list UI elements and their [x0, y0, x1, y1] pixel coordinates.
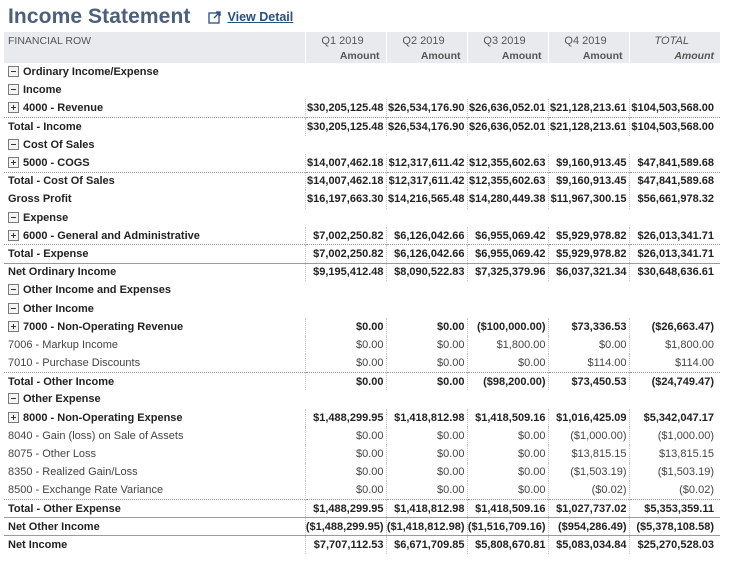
export-icon [208, 10, 222, 24]
column-period: TOTAL [654, 35, 689, 47]
value-cell: $21,128,213.61 [548, 118, 629, 136]
value-cell: $26,636,052.01 [467, 118, 548, 136]
row-label: Net Ordinary Income [8, 266, 117, 279]
value-cell: $5,929,978.82 [548, 245, 629, 263]
row-label: Gross Profit [8, 193, 72, 206]
row-label: Other Income and Expenses [23, 284, 171, 297]
column-period: Q1 2019 [321, 35, 364, 47]
expand-icon[interactable] [8, 412, 19, 423]
table-row [4, 209, 720, 227]
value-cell: $9,195,412.48 [305, 263, 386, 281]
value-cell [305, 281, 386, 299]
value-cell [629, 136, 720, 154]
value-cell: $7,002,250.82 [305, 245, 386, 263]
value-cell: $0.00 [305, 372, 386, 390]
column-period: Q3 2019 [483, 35, 526, 47]
value-cell: $12,355,602.63 [467, 172, 548, 190]
value-cell: $26,636,052.01 [467, 99, 548, 117]
row-label-cell [4, 136, 305, 154]
value-cell: $14,007,462.18 [305, 172, 386, 190]
row-label-cell [4, 372, 305, 390]
column-sub: Amount [582, 50, 623, 62]
income-statement-table [4, 32, 720, 554]
table-row [4, 63, 720, 81]
value-cell [467, 299, 548, 317]
row-label-cell [4, 390, 305, 408]
value-cell: ($1,000.00) [548, 427, 629, 445]
value-cell: ($0.02) [629, 481, 720, 499]
value-cell: $5,808,670.81 [467, 536, 548, 554]
value-cell: $9,160,913.45 [548, 154, 629, 172]
value-cell: $73,450.53 [548, 372, 629, 390]
value-cell [629, 281, 720, 299]
view-detail-label[interactable]: View Detail [227, 10, 294, 24]
value-cell: $114.00 [629, 354, 720, 372]
value-cell: $0.00 [305, 427, 386, 445]
value-cell: ($1,503.19) [629, 463, 720, 481]
row-label[interactable]: 4000 - Revenue [23, 102, 104, 115]
value-cell [305, 299, 386, 317]
column-period: Q2 2019 [402, 35, 445, 47]
row-label-cell [4, 299, 305, 317]
value-cell [305, 209, 386, 227]
value-cell [548, 209, 629, 227]
value-cell [629, 209, 720, 227]
table-row [4, 463, 720, 481]
value-cell: $26,534,176.90 [386, 118, 467, 136]
table-row [4, 536, 720, 554]
table-row [4, 154, 720, 172]
value-cell [548, 281, 629, 299]
value-cell: $73,336.53 [548, 318, 629, 336]
value-cell: $0.00 [467, 481, 548, 499]
value-cell: $0.00 [548, 336, 629, 354]
value-cell: $6,126,042.66 [386, 245, 467, 263]
column-header-q3[interactable] [467, 32, 548, 63]
value-cell: $30,205,125.48 [305, 99, 386, 117]
value-cell: $0.00 [386, 445, 467, 463]
table-row [4, 481, 720, 499]
value-cell: $16,197,663.30 [305, 190, 386, 208]
table-row [4, 318, 720, 336]
row-label: 8500 - Exchange Rate Variance [8, 484, 164, 497]
collapse-icon[interactable] [8, 84, 19, 95]
table-row [4, 500, 720, 518]
value-cell [467, 81, 548, 99]
value-cell: $7,002,250.82 [305, 227, 386, 245]
row-label-cell [4, 63, 305, 81]
row-label-cell [4, 154, 305, 172]
value-cell: ($0.02) [548, 481, 629, 499]
row-label-cell [4, 409, 305, 427]
page-header [8, 2, 293, 32]
value-cell: $0.00 [305, 481, 386, 499]
column-sub: Amount [339, 50, 380, 62]
value-cell: $0.00 [386, 318, 467, 336]
value-cell: $0.00 [467, 463, 548, 481]
row-label-cell [4, 281, 305, 299]
table-row [4, 136, 720, 154]
value-cell: $0.00 [386, 427, 467, 445]
value-cell: $13,815.15 [548, 445, 629, 463]
row-label-cell [4, 209, 305, 227]
row-label-cell [4, 190, 305, 208]
value-cell [305, 136, 386, 154]
column-header-q1[interactable] [305, 32, 386, 63]
table-header-row [4, 32, 720, 63]
row-label-cell [4, 481, 305, 499]
value-cell: $1,800.00 [467, 336, 548, 354]
value-cell: $12,317,611.42 [386, 172, 467, 190]
column-header-financial-row: FINANCIAL ROW [4, 32, 305, 63]
value-cell: $25,270,528.03 [629, 536, 720, 554]
value-cell: $47,841,589.68 [629, 154, 720, 172]
value-cell: $0.00 [305, 318, 386, 336]
table-row [4, 299, 720, 317]
row-label: Total - Cost Of Sales [8, 175, 115, 188]
table-row [4, 172, 720, 190]
row-label: Net Income [8, 539, 68, 552]
collapse-icon[interactable] [8, 393, 19, 404]
table-row [4, 245, 720, 263]
value-cell: $0.00 [467, 354, 548, 372]
row-label: 8350 - Realized Gain/Loss [8, 466, 138, 479]
value-cell [629, 81, 720, 99]
row-label-cell [4, 172, 305, 190]
value-cell [467, 209, 548, 227]
value-cell [548, 136, 629, 154]
value-cell [386, 281, 467, 299]
value-cell: $12,355,602.63 [467, 154, 548, 172]
table-row [4, 99, 720, 117]
column-sub: Amount [420, 50, 461, 62]
value-cell: $5,342,047.17 [629, 409, 720, 427]
value-cell: $14,280,449.38 [467, 190, 548, 208]
value-cell [386, 63, 467, 81]
row-label: Income [23, 84, 62, 97]
value-cell [467, 281, 548, 299]
value-cell: $30,648,636.61 [629, 263, 720, 281]
value-cell [548, 390, 629, 408]
row-label: 7006 - Markup Income [8, 338, 119, 351]
row-label-cell [4, 263, 305, 281]
row-label-cell [4, 318, 305, 336]
row-label: 8040 - Gain (loss) on Sale of Assets [8, 429, 184, 442]
table-row [4, 336, 720, 354]
value-cell [386, 209, 467, 227]
row-label-cell [4, 518, 305, 536]
value-cell: $6,671,709.85 [386, 536, 467, 554]
value-cell: $26,534,176.90 [386, 99, 467, 117]
value-cell: $114.00 [548, 354, 629, 372]
value-cell: $8,090,522.83 [386, 263, 467, 281]
value-cell: $1,418,509.16 [467, 500, 548, 518]
table-row [4, 427, 720, 445]
value-cell: $0.00 [305, 336, 386, 354]
row-label: Total - Other Income [8, 375, 115, 388]
value-cell: $6,955,069.42 [467, 245, 548, 263]
table-row [4, 118, 720, 136]
row-label: Other Income [23, 302, 94, 315]
column-sub: Amount [501, 50, 542, 62]
collapse-icon[interactable] [8, 66, 19, 77]
value-cell: $13,815.15 [629, 445, 720, 463]
value-cell: $104,503,568.00 [629, 99, 720, 117]
expand-icon[interactable] [8, 102, 19, 113]
value-cell: ($5,378,108.58) [629, 518, 720, 536]
row-label[interactable]: 8000 - Non-Operating Expense [23, 411, 183, 424]
table-row [4, 263, 720, 281]
value-cell: $5,353,359.11 [629, 500, 720, 518]
value-cell [467, 63, 548, 81]
value-cell: $14,216,565.48 [386, 190, 467, 208]
value-cell [467, 136, 548, 154]
row-label: Total - Other Expense [8, 502, 121, 515]
table-row [4, 281, 720, 299]
value-cell: $11,967,300.15 [548, 190, 629, 208]
row-label-cell [4, 427, 305, 445]
value-cell: $0.00 [386, 372, 467, 390]
value-cell: ($1,503.19) [548, 463, 629, 481]
value-cell [548, 299, 629, 317]
page-title: Income Statement [8, 5, 191, 28]
collapse-icon[interactable] [8, 303, 19, 314]
value-cell: $9,160,913.45 [548, 172, 629, 190]
value-cell [386, 390, 467, 408]
value-cell: $0.00 [305, 445, 386, 463]
column-period: Q4 2019 [564, 35, 607, 47]
value-cell [467, 390, 548, 408]
value-cell: $0.00 [386, 354, 467, 372]
value-cell [305, 63, 386, 81]
value-cell: ($1,418,812.98) [386, 518, 467, 536]
row-label: Total - Expense [8, 247, 89, 260]
value-cell [386, 299, 467, 317]
expand-icon[interactable] [8, 230, 19, 241]
value-cell: $12,317,611.42 [386, 154, 467, 172]
row-label[interactable]: 5000 - COGS [23, 156, 90, 169]
table-body [4, 63, 720, 554]
value-cell: $6,126,042.66 [386, 227, 467, 245]
value-cell: $56,661,978.32 [629, 190, 720, 208]
table-row [4, 227, 720, 245]
table-row [4, 409, 720, 427]
value-cell: $6,955,069.42 [467, 227, 548, 245]
value-cell [305, 390, 386, 408]
value-cell [629, 390, 720, 408]
value-cell [305, 81, 386, 99]
row-label: Other Expense [23, 393, 101, 406]
column-sub: Amount [674, 50, 714, 62]
value-cell: $1,488,299.95 [305, 409, 386, 427]
value-cell: $5,083,034.84 [548, 536, 629, 554]
value-cell: $1,027,737.02 [548, 500, 629, 518]
value-cell: $0.00 [305, 463, 386, 481]
value-cell [386, 81, 467, 99]
value-cell: ($1,488,299.95) [305, 518, 386, 536]
column-header-total[interactable] [629, 32, 720, 63]
value-cell: $1,418,812.98 [386, 409, 467, 427]
row-label[interactable]: 7000 - Non-Operating Revenue [23, 320, 184, 333]
table-row [4, 372, 720, 390]
value-cell [629, 63, 720, 81]
value-cell: $0.00 [386, 481, 467, 499]
row-label[interactable]: 6000 - General and Administrative [23, 229, 200, 242]
row-label: Total - Income [8, 120, 82, 133]
row-label-cell [4, 99, 305, 117]
table-row [4, 190, 720, 208]
value-cell: $0.00 [467, 445, 548, 463]
value-cell: $1,418,812.98 [386, 500, 467, 518]
value-cell: $7,707,112.53 [305, 536, 386, 554]
row-label-cell [4, 336, 305, 354]
table-row [4, 354, 720, 372]
value-cell [548, 81, 629, 99]
value-cell: $5,929,978.82 [548, 227, 629, 245]
value-cell: ($954,286.49) [548, 518, 629, 536]
value-cell: $0.00 [386, 336, 467, 354]
value-cell: $1,488,299.95 [305, 500, 386, 518]
value-cell: $7,325,379.96 [467, 263, 548, 281]
value-cell: $6,037,321.34 [548, 263, 629, 281]
row-label: Cost Of Sales [23, 138, 95, 151]
value-cell: ($24,749.47) [629, 372, 720, 390]
column-header-q2[interactable] [386, 32, 467, 63]
row-label-cell [4, 245, 305, 263]
view-detail-link[interactable] [208, 10, 293, 24]
row-label-cell [4, 227, 305, 245]
row-label-cell [4, 500, 305, 518]
row-label-cell [4, 354, 305, 372]
table-row [4, 445, 720, 463]
table-row [4, 390, 720, 408]
row-label: 7010 - Purchase Discounts [8, 356, 141, 369]
value-cell: ($26,663.47) [629, 318, 720, 336]
collapse-icon[interactable] [8, 284, 19, 295]
value-cell: $30,205,125.48 [305, 118, 386, 136]
value-cell: $0.00 [386, 463, 467, 481]
table-row [4, 81, 720, 99]
row-label-cell [4, 536, 305, 554]
row-label-cell [4, 445, 305, 463]
expand-icon[interactable] [8, 321, 19, 332]
value-cell: $47,841,589.68 [629, 172, 720, 190]
value-cell: ($1,516,709.16) [467, 518, 548, 536]
row-label: Expense [23, 211, 69, 224]
value-cell: $1,418,509.16 [467, 409, 548, 427]
row-label-cell [4, 118, 305, 136]
row-label: Ordinary Income/Expense [23, 66, 159, 79]
value-cell: ($100,000.00) [467, 318, 548, 336]
row-label-cell [4, 463, 305, 481]
value-cell [629, 299, 720, 317]
collapse-icon[interactable] [8, 139, 19, 150]
column-header-q4[interactable] [548, 32, 629, 63]
value-cell: $1,016,425.09 [548, 409, 629, 427]
value-cell: $1,800.00 [629, 336, 720, 354]
value-cell [386, 136, 467, 154]
value-cell: $104,503,568.00 [629, 118, 720, 136]
expand-icon[interactable] [8, 157, 19, 168]
collapse-icon[interactable] [8, 212, 19, 223]
value-cell: ($98,200.00) [467, 372, 548, 390]
value-cell: $14,007,462.18 [305, 154, 386, 172]
value-cell: $26,013,341.71 [629, 245, 720, 263]
row-label: Net Other Income [8, 520, 100, 533]
value-cell: $0.00 [467, 427, 548, 445]
table-row [4, 518, 720, 536]
row-label-cell [4, 81, 305, 99]
row-label: 8075 - Other Loss [8, 448, 97, 461]
value-cell: $26,013,341.71 [629, 227, 720, 245]
value-cell: $21,128,213.61 [548, 99, 629, 117]
value-cell [548, 63, 629, 81]
value-cell: $0.00 [305, 354, 386, 372]
value-cell: ($1,000.00) [629, 427, 720, 445]
